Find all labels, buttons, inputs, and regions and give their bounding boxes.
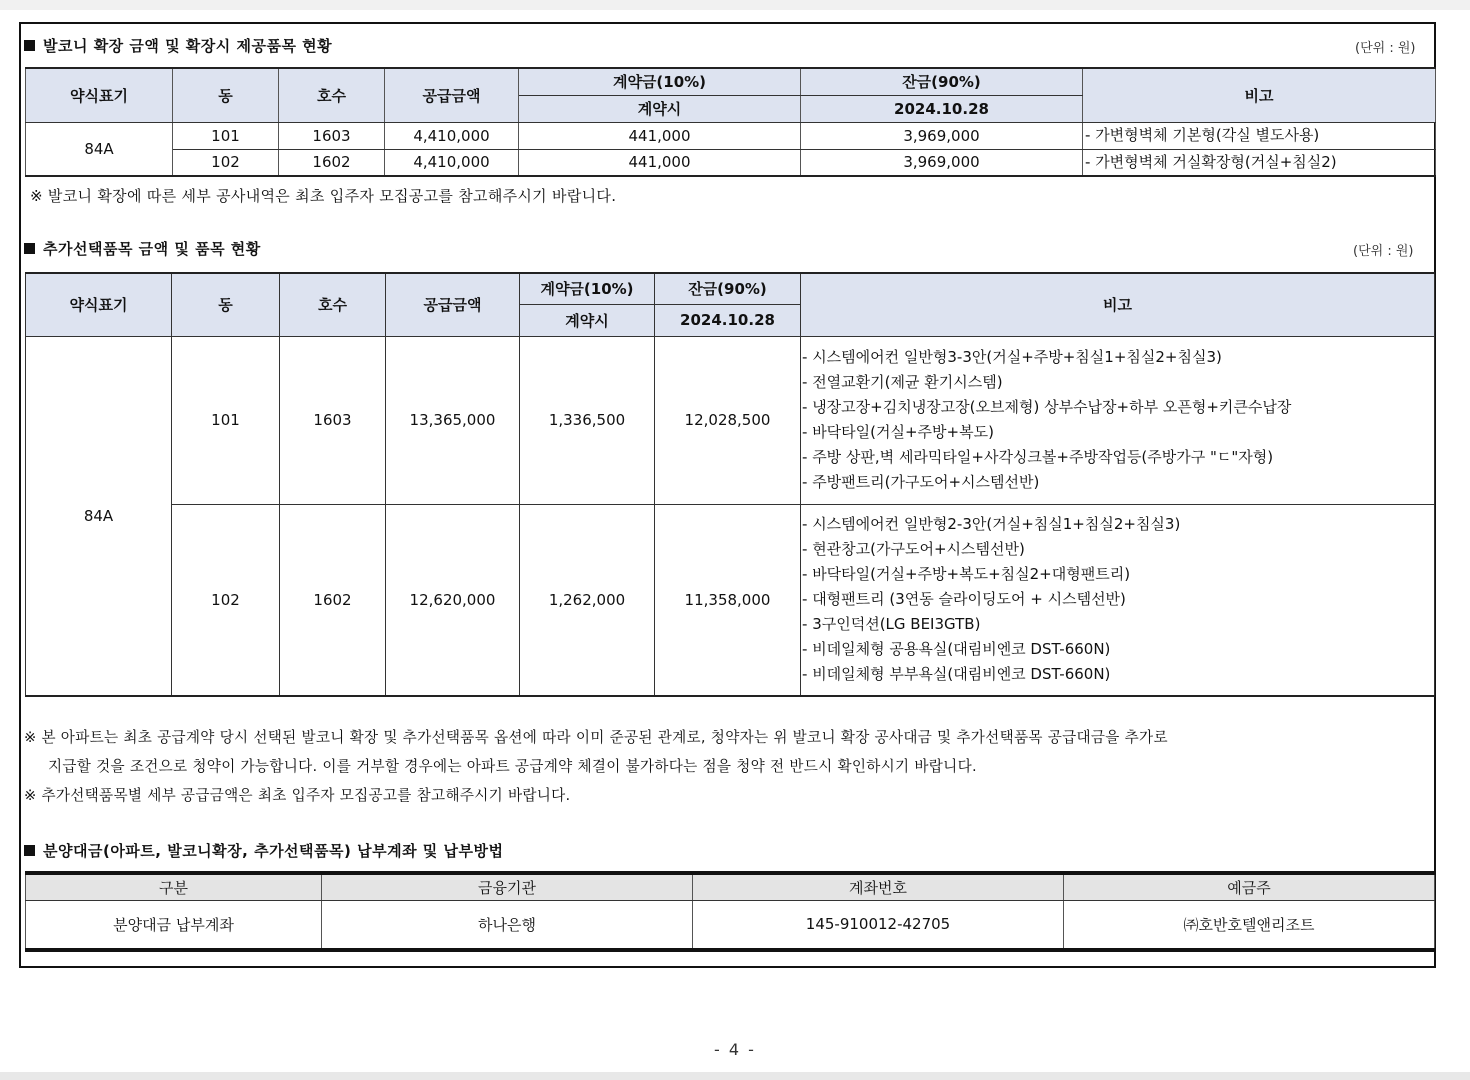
- header-category: 구분: [26, 873, 322, 900]
- cell-items: [801, 504, 1435, 696]
- list-item: - 바닥타일(거실+주방+복도): [802, 420, 1434, 445]
- table-row: [26, 149, 1436, 176]
- header-balance: 잔금(90%): [801, 68, 1083, 95]
- cell-supply: 4,410,000: [385, 122, 519, 149]
- cell-ho: 1603: [280, 336, 386, 504]
- cell-items: [801, 336, 1435, 504]
- cell-dong: 101: [173, 122, 279, 149]
- cell-contract: 441,000: [519, 122, 801, 149]
- list-item: - 시스템에어컨 일반형3-3안(거실+주방+침실1+침실2+침실3): [802, 345, 1434, 370]
- header-supply: 공급금액: [386, 273, 520, 336]
- header-account-holder: 예금주: [1064, 873, 1435, 900]
- list-item: - 주방 상판,벽 세라믹타일+사각싱크볼+주방작업등(주방가구 "ㄷ"자형): [802, 445, 1434, 470]
- list-item: - 대형팬트리 (3연동 슬라이딩도어 + 시스템선반): [802, 587, 1434, 612]
- list-item: - 주방팬트리(가구도어+시스템선반): [802, 470, 1434, 495]
- cell-remark: - 가변형벽체 거실확장형(거실+침실2): [1083, 149, 1436, 176]
- cell-contract: 441,000: [519, 149, 801, 176]
- cell-type: 84A: [26, 336, 172, 696]
- header-remark: 비고: [1083, 68, 1436, 122]
- options-table: [25, 272, 1435, 697]
- header-contract: 계약금(10%): [519, 68, 801, 95]
- list-item: - 전열교환기(제균 환기시스템): [802, 370, 1434, 395]
- cell-remark: - 가변형벽체 기본형(각실 별도사용): [1083, 122, 1436, 149]
- table-row: [26, 122, 1436, 149]
- header-balance: 잔금(90%): [655, 273, 801, 304]
- cell-account-number: 145-910012-42705: [693, 900, 1064, 950]
- cell-balance: 3,969,000: [801, 149, 1083, 176]
- list-item: - 3구인덕션(LG BEI3GTB): [802, 612, 1434, 637]
- square-bullet-icon: [24, 845, 35, 856]
- top-edge-strip: [0, 0, 1470, 10]
- list-item: - 현관창고(가구도어+시스템선반): [802, 537, 1434, 562]
- cell-contract: 1,262,000: [520, 504, 655, 696]
- header-remark: 비고: [801, 273, 1435, 336]
- header-ho: 호수: [280, 273, 386, 336]
- header-type: 약식표기: [26, 68, 173, 122]
- cell-supply: 4,410,000: [385, 149, 519, 176]
- section2-note-2: 지급할 것을 조건으로 청약이 가능합니다. 이를 거부할 경우에는 아파트 공급계약 체결이 불가하다는 점을 청약 전 반드시 확인하시기 바랍니다.: [48, 758, 977, 775]
- table-row: [26, 336, 1435, 504]
- list-item: - 비데일체형 공용욕실(대림비엔코 DST-660N): [802, 637, 1434, 662]
- cell-ho: 1603: [279, 122, 385, 149]
- list-item: - 시스템에어컨 일반형2-3안(거실+침실1+침실2+침실3): [802, 512, 1434, 537]
- cell-dong: 101: [172, 336, 280, 504]
- section1-note: ※ 발코니 확장에 따른 세부 공사내역은 최초 입주자 모집공고를 참고해주시기 바랍니다.: [30, 187, 617, 205]
- section2-note-1: ※ 본 아파트는 최초 공급계약 당시 선택된 발코니 확장 및 추가선택품목 옵션에 따라 이미 준공된 관계로, 청약자는 위 발코니 확장 공사대금 및 추가선택품목 공급대금을 추가로: [24, 729, 1168, 746]
- cell-dong: 102: [173, 149, 279, 176]
- list-item: - 냉장고장+김치냉장고장(오브제형) 상부수납장+하부 오픈형+키큰수납장: [802, 395, 1434, 420]
- table-row: [26, 504, 1435, 696]
- list-item: - 바닥타일(거실+주방+복도+침실2+대형팬트리): [802, 562, 1434, 587]
- payment-account-table: [25, 871, 1435, 952]
- page-number: - 4 -: [714, 1040, 756, 1059]
- cell-supply: 12,620,000: [386, 504, 520, 696]
- cell-balance: 12,028,500: [655, 336, 801, 504]
- header-account-number: 계좌번호: [693, 873, 1064, 900]
- header-dong: 동: [173, 68, 279, 122]
- header-balance-sub: 2024.10.28: [655, 304, 801, 336]
- section2-title: 추가선택품목 금액 및 품목 현황: [24, 238, 261, 259]
- header-contract: 계약금(10%): [520, 273, 655, 304]
- cell-bank: 하나은행: [322, 900, 693, 950]
- header-ho: 호수: [279, 68, 385, 122]
- section1-unit: (단위 : 원): [1355, 41, 1416, 56]
- cell-balance: 11,358,000: [655, 504, 801, 696]
- header-supply: 공급금액: [385, 68, 519, 122]
- cell-contract: 1,336,500: [520, 336, 655, 504]
- cell-account-holder: ㈜호반호텔앤리조트: [1064, 900, 1435, 950]
- section2-unit: (단위 : 원): [1353, 244, 1414, 259]
- cell-ho: 1602: [280, 504, 386, 696]
- square-bullet-icon: [24, 40, 35, 51]
- section3-title: 분양대금(아파트, 발코니확장, 추가선택품목) 납부계좌 및 납부방법: [24, 840, 503, 861]
- cell-balance: 3,969,000: [801, 122, 1083, 149]
- header-type: 약식표기: [26, 273, 172, 336]
- header-dong: 동: [172, 273, 280, 336]
- cell-type: 84A: [26, 122, 173, 176]
- header-contract-sub: 계약시: [519, 95, 801, 122]
- list-item: - 비데일체형 부부욕실(대림비엔코 DST-660N): [802, 662, 1434, 687]
- header-contract-sub: 계약시: [520, 304, 655, 336]
- cell-category: 분양대금 납부계좌: [26, 900, 322, 950]
- cell-dong: 102: [172, 504, 280, 696]
- header-bank: 금융기관: [322, 873, 693, 900]
- table-row: [26, 900, 1435, 950]
- section2-note-3: ※ 추가선택품목별 세부 공급금액은 최초 입주자 모집공고를 참고해주시기 바랍니다.: [24, 787, 571, 804]
- square-bullet-icon: [24, 243, 35, 254]
- balcony-table: [25, 67, 1436, 177]
- cell-supply: 13,365,000: [386, 336, 520, 504]
- header-balance-sub: 2024.10.28: [801, 95, 1083, 122]
- bottom-edge-strip: [0, 1072, 1470, 1080]
- cell-ho: 1602: [279, 149, 385, 176]
- section1-title: 발코니 확장 금액 및 확장시 제공품목 현황: [24, 35, 332, 56]
